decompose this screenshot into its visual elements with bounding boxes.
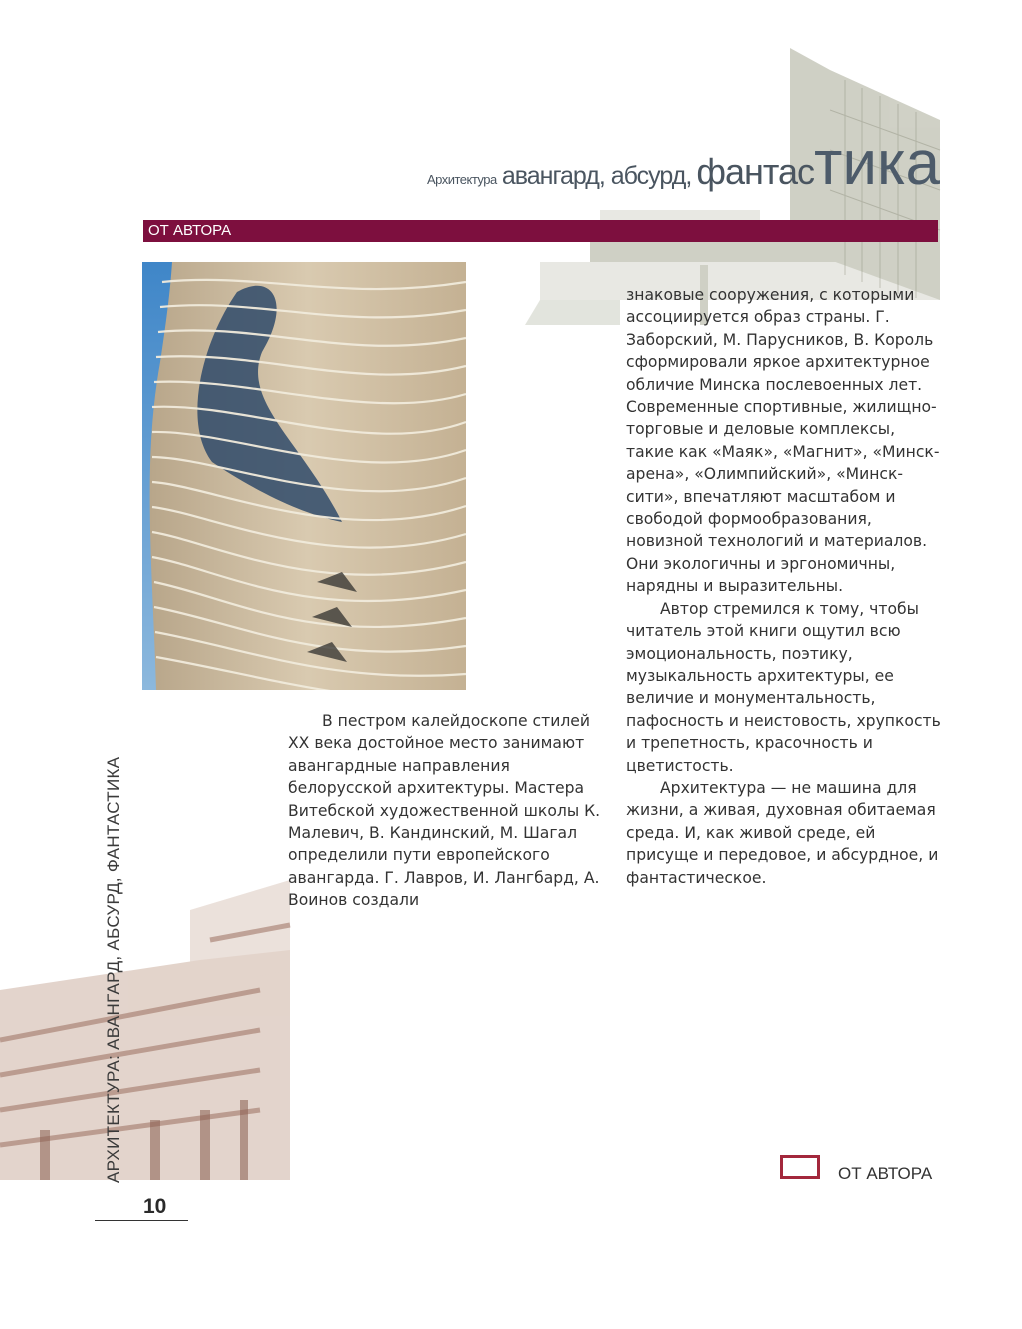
paragraph-intro: В пестром калейдоскопе стилей XX века достойное место занимают авангардные направления белорусской архитектуры. Мастера Витебской художественной школы К. Малевич, В. Кандинский, М. Шагал определили пути европейского авангарда. Г. Лавров, И. Лангбард, А. Воинов создали xyxy=(288,712,601,910)
paragraph-continuation: знаковые сооружения, с которыми ассоциируется образ страны. Г. Заборский, М. Парусников, В. Король сформировали яркое архитектурное обличие Минска послевоенных лет. Современные спортивные, жилищно-торговые и деловые комплексы, такие как «Маяк», «Магнит», «Минск-арена», «Олимпийский», «Минск-сити», впечатляют масштабом и свободой формообразования, новизной технологий и материалов. Они экологичны и эргономичны, нарядны и выразительны. xyxy=(626,286,940,596)
text-column-right xyxy=(626,284,946,889)
title-huge: тика xyxy=(814,129,940,198)
wavy-tower-photo xyxy=(142,262,466,690)
title-small: Архитектура xyxy=(426,172,497,187)
section-marker-box-icon xyxy=(780,1155,820,1179)
chapter-header-title xyxy=(427,128,940,199)
title-big: фантас xyxy=(696,151,814,192)
section-heading-bar: ОТ АВТОРА xyxy=(143,220,938,242)
paragraph-author-intent: Автор стремился к тому, чтобы читатель этой книги ощутил всю эмоциональность, поэтику, музыкальность архитектуры, ее величие и монументальность, пафосность и неистовость, хрупкость и трепетность, красочность и цветистость. xyxy=(626,599,941,775)
title-mid: авангард, абсурд, xyxy=(501,162,692,190)
paragraph-architecture-definition: Архитектура — не машина для жизни, а живая, духовная обитаемая среда. И, как живой среде, ей присуще и передовое, и абсурдное, и фантастическое. xyxy=(626,778,939,887)
vertical-book-title: АРХИТЕКТУРА: АВАНГАРД, АБСУРД, ФАНТАСТИКА xyxy=(104,756,123,1183)
footer-section-label: ОТ АВТОРА xyxy=(838,1164,933,1183)
page-number: 10 xyxy=(143,1195,167,1218)
text-column-left xyxy=(288,710,606,912)
page-number-rule xyxy=(95,1220,188,1221)
